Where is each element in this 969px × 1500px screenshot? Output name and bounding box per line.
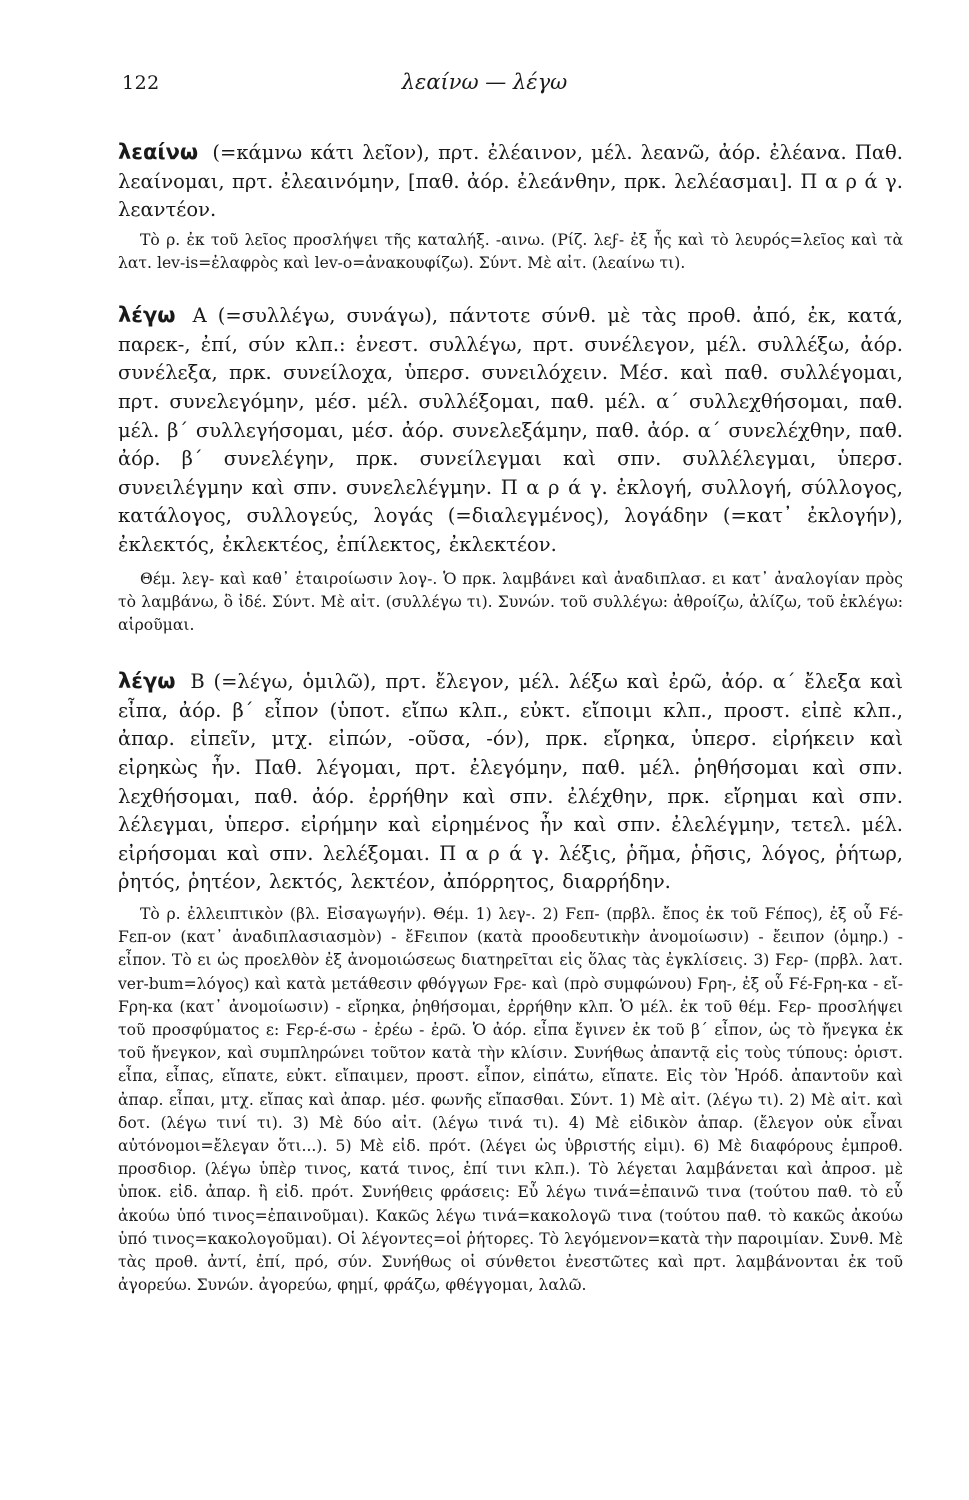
entry-definition-paragraph — [118, 138, 903, 225]
entry-definition: Α (=συλλέγω, συνάγω), πάντοτε σύνθ. μὲ τὰς προθ. ἀπό, ἐκ, κατά, παρεκ-, ἐπί, σύν κλπ.: ἐνεστ. συλλέγω, πρτ. συνέλεγον, μέλ. συλλέξω, ἀόρ. συνέλεξα, πρκ. συνείλοχα, ὑπερσ. συνειλόχειν. Μέσ. καὶ παθ. συλλέγομαι, πρτ. συνελεγόμην, μέσ. μέλ. συλλέξομαι, παθ. μέλ. α΄ συλλεχθήσομαι, παθ. μέλ. β΄ συλλεγήσομαι, μέσ. ἀόρ. συνελεξάμην, παθ. ἀόρ. α΄ συνελέχθην, παθ. ἀόρ. β΄ συνελέγην, πρκ. συνείλεγμαι καὶ σπν. συλλέλεγμαι, ὑπερσ. συνειλέγμην καὶ σπν. συνελελέγμην. Π α ρ ά γ. ἐκλογή, συλλογή, σύλλογος, κατάλογος, συλλογεύς, λογάς (=διαλεγμένος), λογάδην (=κατ᾽ ἐκλογήν), ἐκλεκτός, ἐκλεκτέος, ἐπίλεκτος, ἐκλεκτέον. — [118, 304, 903, 556]
running-head: λεαίνω — λέγω — [401, 70, 568, 94]
entry-definition-paragraph — [118, 301, 903, 559]
entry-headword: λέγω — [118, 669, 176, 694]
dictionary-entry — [118, 138, 903, 275]
entry-etymology: Τὸ ρ. ἐκ τοῦ λεῖος προσλήψει τῆς καταλήξ. -αινω. (Ρίζ. λεϝ- ἐξ ἧς καὶ τὸ λευρός=λεῖος καὶ τὰ λατ. lev-is=ἐλαφρὸς καὶ lev-o=ἀνακουφίζω). Σύντ. Μὲ αἰτ. (λεαίνω τι). — [118, 230, 903, 272]
page-number: 122 — [122, 72, 160, 94]
dictionary-entry — [118, 301, 903, 637]
entry-etymology: Τὸ ρ. ἐλλειπτικὸν (βλ. Εἰσαγωγήν). Θέμ. 1) λεγ-. 2) Ϝεπ- (πρβλ. ἔπος ἐκ τοῦ Ϝέπος), ἐξ οὗ Ϝέ-Ϝεπ-ον (κατ᾽ ἀναδιπλασιασμὸν) - ἔϜειπον (κατὰ προοδευτικὴν ἀνομοίωσιν) - ἔειπον (ὁμηρ.) - εἶπον. Τὸ ει ὡς προελθὸν ἐξ ἀνομοιώσεως διατηρεῖται εἰς ὅλας τὰς ἐγκλίσεις. 3) Ϝερ- (πρβλ. λατ. ver-bum=λόγος) καὶ κατὰ μετάθεσιν φθόγγων Ϝρε- καὶ (πρὸ συμφώνου) Ϝρη-, ἐξ οὗ Ϝέ-Ϝρη-κα - εἴ-Ϝρη-κα (κατ᾽ ἀνομοίωσιν) - εἴρηκα, ῥηθήσομαι, ἐρρήθην κλπ. Ὁ μέλ. ἐκ τοῦ θέμ. Ϝερ- προσλήψει τοῦ προσφύματος ε: Ϝερ-έ-σω - ἐρέω - ἐρῶ. Ὁ ἀόρ. εἶπα ἔγινεν ἐκ τοῦ β΄ εἶπον, ὡς τὸ ἤνεγκα ἐκ τοῦ ἤνεγκον, καὶ συμπληρώνει τοῦτον κατὰ τὴν κλίσιν. Συνήθως ἀπαντᾷ εἰς τοὺς τύπους: ὁριστ. εἶπα, εἶπας, εἴπατε, εὐκτ. εἴπαιμεν, προστ. εἶπον, εἰπάτω, εἴπατε. Εἰς τὸν Ἡρόδ. ἀπαντοῦν καὶ ἀπαρ. εἶπαι, μτχ. εἴπας καὶ ἀπαρ. μέσ. φωνῆς εἴπασθαι. Σύντ. 1) Μὲ αἰτ. (λέγω τι). 2) Μὲ αἰτ. καὶ δοτ. (λέγω τινί τι). 3) Μὲ δύο αἰτ. (λέγω τινά τι). 4) Μὲ εἰδικὸν ἀπαρ. (ἔλεγον οὐκ εἶναι αὐτόνομοι=ἔλεγαν ὅτι...). 5) Μὲ εἰδ. πρότ. (λέγει ὡς ὑβριστής εἰμι). 6) Μὲ διαφόρους ἐμπροθ. προσδιορ. (λέγω ὑπὲρ τινος, κατά τινος, ἐπί τινι κλπ.). Τὸ λέγεται λαμβάνεται καὶ ἀπροσ. μὲ ὑποκ. εἰδ. ἀπαρ. ἢ εἰδ. πρότ. Συνήθεις φράσεις: Εὖ λέγω τινά=ἐπαινῶ τινα (τούτου παθ. τὸ εὖ ἀκούω ὑπό τινος=ἐπαινοῦμαι). Κακῶς λέγω τινά=κακολογῶ τινα (τούτου παθ. τὸ κακῶς ἀκούω ὑπό τινος=κακολογοῦμαι). Οἱ λέγοντες=οἱ ῥήτορες. Τὸ λεγόμενον=κατὰ τὴν παροιμίαν. Συνθ. Μὲ τὰς προθ. ἀντί, ἐπί, πρό, σύν. Συνήθως οἱ σύνθετοι ἐνεστῶτες καὶ πρτ. λαμβάνονται ἐκ τοῦ ἀγορεύω. Συνών. ἀγορεύω, φημί, φράζω, φθέγγομαι, λαλῶ. — [118, 904, 903, 1295]
dictionary-entry — [118, 667, 903, 1297]
entry-etymology: Θέμ. λεγ- καὶ καθ᾽ ἑταιροίωσιν λογ-. Ὁ πρκ. λαμβάνει καὶ ἀναδιπλασ. ει κατ᾽ ἀναλογίαν πρὸς τὸ λαμβάνω, ὃ ἰδέ. Σύντ. Μὲ αἰτ. (συλλέγω τι). Συνών. τοῦ συλλέγω: ἀθροίζω, ἀλίζω, τοῦ ἐκλέγω: αἱροῦμαι. — [118, 569, 903, 634]
entry-headword: λεαίνω — [118, 140, 199, 164]
entry-definition: (=κάμνω κάτι λεῖον), πρτ. ἐλέαινον, μέλ. λεανῶ, ἀόρ. ἐλέανα. Παθ. λεαίνομαι, πρτ. ἐλεαινόμην, [παθ. ἀόρ. ἐλεάνθην, πρκ. λελέασμαι]. Π α ρ ά γ. λεαντέον. — [118, 141, 903, 222]
page-body — [118, 138, 903, 1297]
entry-definition: Β (=λέγω, ὁμιλῶ), πρτ. ἔλεγον, μέλ. λέξω καὶ ἐρῶ, ἀόρ. α΄ ἔλεξα καὶ εἶπα, ἀόρ. β΄ εἶπον (ὑποτ. εἴπω κλπ., εὐκτ. εἴποιμι κλπ., προστ. εἰπὲ κλπ., ἀπαρ. εἰπεῖν, μτχ. εἰπών, -οῦσα, -όν), πρκ. εἴρηκα, ὑπερσ. εἰρήκειν καὶ εἰρηκὼς ἦν. Παθ. λέγομαι, πρτ. ἐλεγόμην, παθ. μέλ. ῥηθήσομαι καὶ σπν. λεχθήσομαι, παθ. ἀόρ. ἐρρήθην καὶ σπν. ἐλέχθην, πρκ. εἴρημαι καὶ σπν. λέλεγμαι, ὑπερσ. εἰρήμην καὶ εἰρημένος ἦν καὶ σπν. ἐλελέγμην, τετελ. μέλ. εἰρήσομαι καὶ σπν. λελέξομαι. Π α ρ ά γ. λέξις, ῥῆμα, ῥῆσις, λόγος, ῥήτωρ, ῥητός, ῥητέον, λεκτός, λεκτέον, ἀπόρρητος, διαρρήδην. — [118, 670, 903, 894]
entry-definition-paragraph — [118, 667, 903, 897]
entry-headword: λέγω — [118, 303, 176, 328]
